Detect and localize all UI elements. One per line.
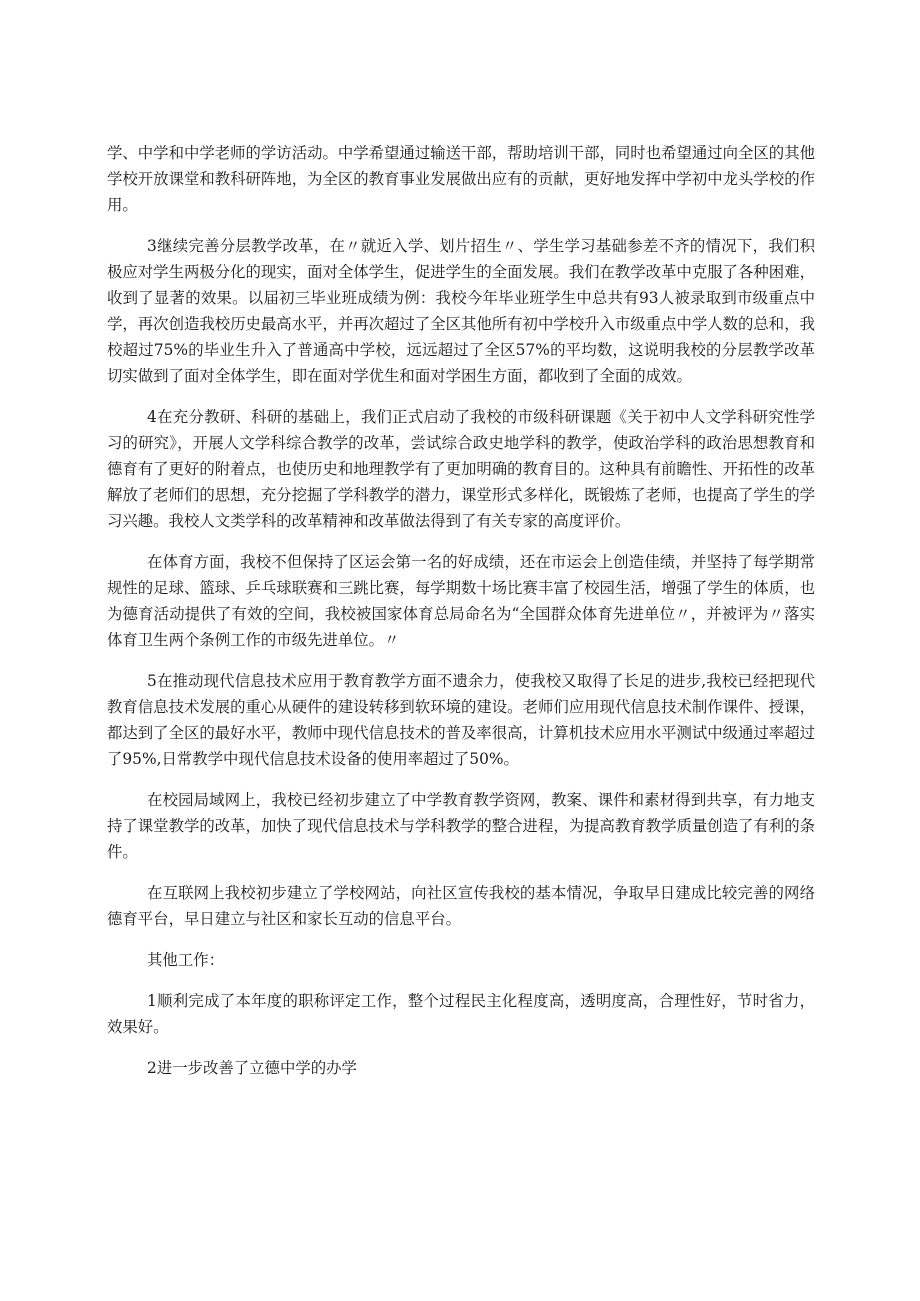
paragraph-sports: 在体育方面，我校不但保持了区运会第一名的好成绩，还在市运会上创造佳绩，并坚持了每学期常规性的足球、篮球、乒乓球联赛和三跳比赛，每学期数十场比赛丰富了校园生活，增强了学生的体质，也为德育活动提供了有效的空间，我校被国家体育总局命名为“全国群众体育先进单位〃，并被评为〃落实体育卫生两个条例工作的市级先进单位。〃 xyxy=(107,553,815,649)
paragraph-other-work-heading: 其他工作： xyxy=(147,951,224,969)
paragraph-other-work-2: 2进一步改善了立德中学的办学 xyxy=(147,1059,357,1077)
paragraph-item-5: 5在推动现代信息技术应用于教育教学方面不遗余力，使我校又取得了长足的进步,我校已经把现代教育信息技术发展的重心从硬件的建设转移到软环境的建设。老师们应用现代信息技术制作课件、授课，都达到了全区的最好水平，教师中现代信息技术的普及率很高，计算机技术应用水平测试中级通过率超过了95%,日常教学中现代信息技术设备的使用率超过了50%。 xyxy=(107,672,815,768)
paragraph-internet: 在互联网上我校初步建立了学校网站，向社区宣传我校的基本情况，争取早日建成比较完善的网络德育平台，早日建立与社区和家长互动的信息平台。 xyxy=(107,884,815,928)
paragraph-item-3: 3继续完善分层教学改革，在〃就近入学、划片招生〃、学生学习基础参差不齐的情况下，我们积极应对学生两极分化的现实，面对全体学生，促进学生的全面发展。我们在教学改革中克服了各种困难，收到了显著的效果。以届初三毕业班成绩为例：我校今年毕业班学生中总共有93人被录取到市级重点中学，再次创造我校历史最高水平，并再次超过了全区其他所有初中学校升入市级重点中学人数的总和，我校超过75%的毕业生升入了普通高中学校，远远超过了全区57%的平均数，这说明我校的分层教学改革切实做到了面对全体学生，即在面对学优生和面对学困生方面，都收到了全面的成效。 xyxy=(107,237,815,385)
paragraph-campus-network: 在校园局域网上，我校已经初步建立了中学教育教学资网，教案、课件和素材得到共享，有力地支持了课堂教学的改革，加快了现代信息技术与学科教学的整合进程，为提高教育教学质量创造了有利的条件。 xyxy=(107,791,815,861)
paragraph-other-work-1: 1顺利完成了本年度的职称评定工作，整个过程民主化程度高，透明度高，合理性好，节时省力，效果好。 xyxy=(107,992,815,1036)
paragraph-item-4: 4在充分教研、科研的基础上，我们正式启动了我校的市级科研课题《关于初中人文学科研究性学习的研究》，开展人文学科综合教学的改革，尝试综合政史地学科的教学，使政治学科的政治思想教育和德育有了更好的附着点，也使历史和地理教学有了更加明确的教育目的。这种具有前瞻性、开拓性的改革解放了老师们的思想，充分挖掘了学科教学的潜力，课堂形式多样化，既锻炼了老师，也提高了学生的学习兴趣。我校人文类学科的改革精神和改革做法得到了有关专家的高度评价。 xyxy=(107,408,815,530)
paragraph-continuation: 学、中学和中学老师的学访活动。中学希望通过输送干部，帮助培训干部，同时也希望通过向全区的其他学校开放课堂和教科研阵地，为全区的教育事业发展做出应有的贡献，更好地发挥中学初中龙头学校的作用。 xyxy=(107,144,815,214)
